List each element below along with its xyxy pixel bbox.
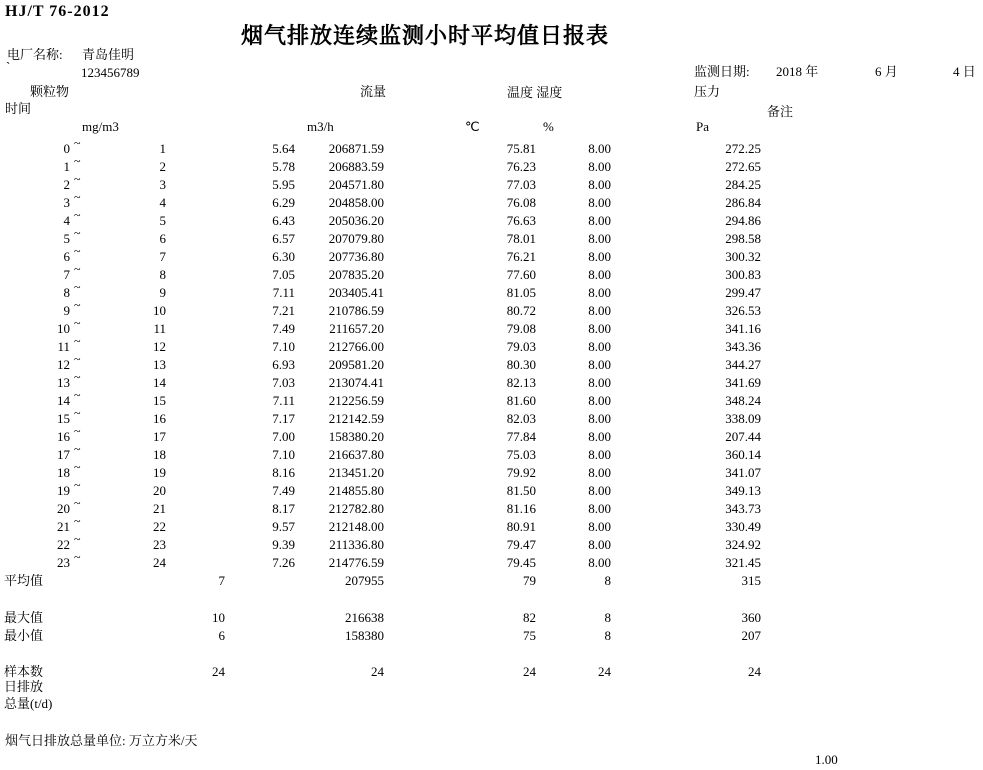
dust-value: 7.49 <box>272 321 295 336</box>
humidity-value: 8.00 <box>588 339 611 354</box>
hour-end-value: 24 <box>153 555 166 570</box>
humidity-value: 8.00 <box>588 303 611 318</box>
flow-value: 213451.20 <box>328 465 384 480</box>
hour-start-value: 23 <box>57 555 70 570</box>
flow-value: 213074.41 <box>328 375 384 390</box>
temperature-value: 76.21 <box>506 249 536 264</box>
dust-value: 7.10 <box>272 447 295 462</box>
hour-start-value: 17 <box>57 447 70 462</box>
temperature-value: 82.03 <box>506 411 536 426</box>
temperature-value: 81.50 <box>506 483 536 498</box>
hour-end-value: 2 <box>159 159 166 174</box>
dust-value: 7.26 <box>272 555 295 570</box>
humidity-value: 8.00 <box>588 429 611 444</box>
humidity-value: 8.00 <box>588 195 611 210</box>
flow-value: 207736.80 <box>328 249 384 264</box>
humidity-value: 8.00 <box>588 249 611 264</box>
pressure-value: 321.45 <box>725 555 761 570</box>
data-row <box>0 190 983 212</box>
dust-value: 6.57 <box>272 231 295 246</box>
dust-value: 6.93 <box>272 357 295 372</box>
humidity-value: 8.00 <box>588 321 611 336</box>
dust-value: 8.17 <box>272 501 295 516</box>
data-row <box>0 208 983 230</box>
summary-dust-value: 6 <box>218 628 225 643</box>
tilde-separator: ~ <box>74 478 81 492</box>
flow-value: 211336.80 <box>329 537 384 552</box>
summary-row <box>0 609 983 627</box>
hour-start-value: 8 <box>63 285 70 300</box>
pressure-value: 272.25 <box>725 141 761 156</box>
hour-end-value: 12 <box>153 339 166 354</box>
tilde-separator: ~ <box>74 370 81 384</box>
hour-end-value: 22 <box>153 519 166 534</box>
dust-value: 5.78 <box>272 159 295 174</box>
temperature-value: 76.08 <box>506 195 536 210</box>
footer-unit-note: 烟气日排放总量单位: 万立方米/天 <box>5 733 198 748</box>
temperature-value: 81.16 <box>506 501 536 516</box>
flow-value: 211657.20 <box>329 321 384 336</box>
temperature-value: 81.60 <box>506 393 536 408</box>
tilde-separator: ~ <box>74 388 81 402</box>
temperature-value: 77.60 <box>506 267 536 282</box>
flow-value: 212256.59 <box>328 393 384 408</box>
temperature-value: 79.45 <box>506 555 536 570</box>
pressure-value: 348.24 <box>725 393 761 408</box>
plant-name-label: 电厂名称: <box>7 47 63 62</box>
hour-start-value: 15 <box>57 411 70 426</box>
summary-pressure-value: 207 <box>741 628 761 643</box>
dust-value: 7.17 <box>272 411 295 426</box>
data-row <box>0 136 983 158</box>
date-month: 6 月 <box>875 64 898 79</box>
pressure-value: 330.49 <box>725 519 761 534</box>
dust-value: 6.30 <box>272 249 295 264</box>
hour-end-value: 20 <box>153 483 166 498</box>
data-row <box>0 154 983 176</box>
dust-value: 8.16 <box>272 465 295 480</box>
flow-value: 214776.59 <box>328 555 384 570</box>
humidity-value: 8.00 <box>588 465 611 480</box>
tilde-separator: ~ <box>74 154 81 168</box>
temperature-value: 80.30 <box>506 357 536 372</box>
unit-pressure: Pa <box>696 119 709 134</box>
tilde-separator: ~ <box>74 532 81 546</box>
pressure-value: 341.07 <box>725 465 761 480</box>
humidity-value: 8.00 <box>588 375 611 390</box>
data-row <box>0 172 983 194</box>
flow-value: 214855.80 <box>328 483 384 498</box>
tilde-separator: ~ <box>74 460 81 474</box>
plant-tick-mark: ` <box>6 59 11 74</box>
pressure-value: 341.69 <box>725 375 761 390</box>
humidity-value: 8.00 <box>588 483 611 498</box>
hour-end-value: 1 <box>159 141 166 156</box>
data-row <box>0 442 983 464</box>
summary-humidity-value: 8 <box>604 610 611 625</box>
flow-value: 204571.80 <box>328 177 384 192</box>
col-header-dust: 颗粒物 <box>30 84 70 99</box>
hour-end-value: 15 <box>153 393 166 408</box>
summary-flow-value: 207955 <box>345 573 384 588</box>
flow-value: 158380.20 <box>328 429 384 444</box>
dust-value: 5.95 <box>272 177 295 192</box>
data-row <box>0 370 983 392</box>
temperature-value: 81.05 <box>506 285 536 300</box>
hour-start-value: 10 <box>57 321 70 336</box>
summary-humidity-value: 8 <box>604 573 611 588</box>
humidity-value: 8.00 <box>588 501 611 516</box>
pressure-value: 207.44 <box>725 429 761 444</box>
tilde-separator: ~ <box>74 442 81 456</box>
col-header-remark: 备注 <box>767 104 794 119</box>
col-header-pressure: 压力 <box>694 84 721 99</box>
hour-start-value: 14 <box>57 393 70 408</box>
summary-flow-value: 216638 <box>345 610 384 625</box>
temperature-value: 79.47 <box>506 537 536 552</box>
tilde-separator: ~ <box>74 190 81 204</box>
col-header-temp-hum: 温度 湿度 <box>507 85 563 100</box>
hour-start-value: 20 <box>57 501 70 516</box>
flow-value: 205036.20 <box>328 213 384 228</box>
dust-value: 5.64 <box>272 141 295 156</box>
hour-start-value: 1 <box>63 159 70 174</box>
flow-value: 212142.59 <box>328 411 384 426</box>
tilde-separator: ~ <box>74 424 81 438</box>
summary-pressure-value: 360 <box>741 610 761 625</box>
temperature-value: 78.01 <box>506 231 536 246</box>
hour-end-value: 13 <box>153 357 166 372</box>
data-row <box>0 460 983 482</box>
data-row <box>0 550 983 572</box>
hour-end-value: 17 <box>153 429 166 444</box>
flow-value: 207079.80 <box>328 231 384 246</box>
unit-flow: m3/h <box>307 119 334 134</box>
temperature-value: 77.03 <box>506 177 536 192</box>
temperature-value: 80.72 <box>506 303 536 318</box>
pressure-value: 299.47 <box>725 285 761 300</box>
plant-name-value: 青岛佳明 <box>82 47 135 62</box>
pressure-value: 286.84 <box>725 195 761 210</box>
pressure-value: 343.36 <box>725 339 761 354</box>
hour-end-value: 14 <box>153 375 166 390</box>
hour-start-value: 18 <box>57 465 70 480</box>
humidity-value: 8.00 <box>588 519 611 534</box>
hour-start-value: 13 <box>57 375 70 390</box>
humidity-value: 8.00 <box>588 213 611 228</box>
hour-start-value: 5 <box>63 231 70 246</box>
dust-value: 7.21 <box>272 303 295 318</box>
temperature-value: 80.91 <box>506 519 536 534</box>
summary-row <box>0 572 983 590</box>
tilde-separator: ~ <box>74 136 81 150</box>
humidity-value: 8.00 <box>588 177 611 192</box>
pressure-value: 349.13 <box>725 483 761 498</box>
tilde-separator: ~ <box>74 550 81 564</box>
col-header-time: 时间 <box>5 101 32 116</box>
data-row <box>0 226 983 248</box>
flow-value: 209581.20 <box>328 357 384 372</box>
temperature-value: 82.13 <box>506 375 536 390</box>
dust-value: 7.10 <box>272 339 295 354</box>
data-row <box>0 532 983 554</box>
data-row <box>0 514 983 536</box>
dust-value: 7.49 <box>272 483 295 498</box>
hour-start-value: 0 <box>63 141 70 156</box>
humidity-value: 8.00 <box>588 141 611 156</box>
hour-end-value: 10 <box>153 303 166 318</box>
summary-row-label: 样本数 <box>4 664 44 679</box>
hour-end-value: 16 <box>153 411 166 426</box>
hour-start-value: 12 <box>57 357 70 372</box>
humidity-value: 8.00 <box>588 267 611 282</box>
summary-pressure-value: 24 <box>748 664 761 679</box>
summary-temperature-value: 24 <box>523 664 536 679</box>
date-day: 4 日 <box>953 64 976 79</box>
hour-start-value: 7 <box>63 267 70 282</box>
temperature-value: 79.92 <box>506 465 536 480</box>
data-row <box>0 406 983 428</box>
tilde-separator: ~ <box>74 244 81 258</box>
pressure-value: 298.58 <box>725 231 761 246</box>
temperature-value: 79.03 <box>506 339 536 354</box>
data-row <box>0 424 983 446</box>
data-row <box>0 280 983 302</box>
flow-value: 212766.00 <box>328 339 384 354</box>
humidity-value: 8.00 <box>588 393 611 408</box>
hour-end-value: 21 <box>153 501 166 516</box>
summary-dust-value: 10 <box>212 610 225 625</box>
data-row <box>0 352 983 374</box>
plant-code: 123456789 <box>81 65 140 80</box>
hour-start-value: 19 <box>57 483 70 498</box>
dust-value: 7.11 <box>272 285 295 300</box>
data-row <box>0 262 983 284</box>
temperature-value: 75.81 <box>506 141 536 156</box>
dust-value: 7.11 <box>272 393 295 408</box>
flow-value: 204858.00 <box>328 195 384 210</box>
temperature-value: 75.03 <box>506 447 536 462</box>
summary-row <box>0 663 983 681</box>
unit-humidity: % <box>543 119 554 134</box>
flow-value: 207835.20 <box>328 267 384 282</box>
summary-temperature-value: 75 <box>523 628 536 643</box>
hour-end-value: 9 <box>159 285 166 300</box>
hour-start-value: 4 <box>63 213 70 228</box>
hour-start-value: 6 <box>63 249 70 264</box>
data-row <box>0 496 983 518</box>
hour-end-value: 19 <box>153 465 166 480</box>
pressure-value: 272.65 <box>725 159 761 174</box>
dust-value: 7.05 <box>272 267 295 282</box>
tilde-separator: ~ <box>74 352 81 366</box>
tilde-separator: ~ <box>74 316 81 330</box>
flow-value: 206871.59 <box>328 141 384 156</box>
hour-end-value: 3 <box>159 177 166 192</box>
hour-start-value: 11 <box>57 339 70 354</box>
humidity-value: 8.00 <box>588 357 611 372</box>
dust-value: 7.00 <box>272 429 295 444</box>
pressure-value: 294.86 <box>725 213 761 228</box>
temperature-value: 76.23 <box>506 159 536 174</box>
summary-row-label: 平均值 <box>4 573 44 588</box>
dust-value: 7.03 <box>272 375 295 390</box>
hour-end-value: 8 <box>159 267 166 282</box>
tilde-separator: ~ <box>74 514 81 528</box>
data-row <box>0 334 983 356</box>
summary-pressure-value: 315 <box>741 573 761 588</box>
data-row <box>0 298 983 320</box>
summary-humidity-value: 24 <box>598 664 611 679</box>
humidity-value: 8.00 <box>588 537 611 552</box>
standard-code: HJ/T 76-2012 <box>5 3 110 20</box>
dust-value: 9.39 <box>272 537 295 552</box>
pressure-value: 300.83 <box>725 267 761 282</box>
flow-value: 212148.00 <box>328 519 384 534</box>
pressure-value: 343.73 <box>725 501 761 516</box>
hour-start-value: 9 <box>63 303 70 318</box>
hour-start-value: 2 <box>63 177 70 192</box>
summary-humidity-value: 8 <box>604 628 611 643</box>
hour-start-value: 3 <box>63 195 70 210</box>
hour-end-value: 18 <box>153 447 166 462</box>
temperature-value: 79.08 <box>506 321 536 336</box>
tilde-separator: ~ <box>74 226 81 240</box>
humidity-value: 8.00 <box>588 447 611 462</box>
pressure-value: 360.14 <box>725 447 761 462</box>
tilde-separator: ~ <box>74 496 81 510</box>
data-row <box>0 388 983 410</box>
summary-row <box>0 627 983 645</box>
humidity-value: 8.00 <box>588 231 611 246</box>
tilde-separator: ~ <box>74 334 81 348</box>
hour-end-value: 11 <box>153 321 166 336</box>
hour-start-value: 16 <box>57 429 70 444</box>
flow-value: 203405.41 <box>328 285 384 300</box>
dust-value: 6.43 <box>272 213 295 228</box>
summary-dust-value: 24 <box>212 664 225 679</box>
report-title: 烟气排放连续监测小时平均值日报表 <box>240 23 609 48</box>
pressure-value: 341.16 <box>725 321 761 336</box>
hour-end-value: 5 <box>159 213 166 228</box>
hour-end-value: 6 <box>159 231 166 246</box>
pressure-value: 326.53 <box>725 303 761 318</box>
hour-end-value: 23 <box>153 537 166 552</box>
hour-end-value: 4 <box>159 195 166 210</box>
pressure-value: 338.09 <box>725 411 761 426</box>
pressure-value: 300.32 <box>725 249 761 264</box>
col-header-flow: 流量 <box>360 84 387 99</box>
date-label: 监测日期: <box>694 64 750 79</box>
humidity-value: 8.00 <box>588 555 611 570</box>
pressure-value: 284.25 <box>725 177 761 192</box>
tilde-separator: ~ <box>74 298 81 312</box>
tilde-separator: ~ <box>74 172 81 186</box>
summary-row-label: 最小值 <box>4 628 44 643</box>
flow-value: 212782.80 <box>328 501 384 516</box>
flow-value: 210786.59 <box>328 303 384 318</box>
temperature-value: 77.84 <box>506 429 536 444</box>
humidity-value: 8.00 <box>588 159 611 174</box>
pressure-value: 344.27 <box>725 357 761 372</box>
hour-start-value: 21 <box>57 519 70 534</box>
flow-value: 206883.59 <box>328 159 384 174</box>
dust-value: 9.57 <box>272 519 295 534</box>
tilde-separator: ~ <box>74 262 81 276</box>
humidity-value: 8.00 <box>588 285 611 300</box>
date-year: 2018 年 <box>776 64 819 79</box>
daily-total-label-line2: 总量(t/d) <box>4 696 53 711</box>
daily-total-label-line1: 日排放 <box>4 679 44 694</box>
data-row <box>0 316 983 338</box>
humidity-value: 8.00 <box>588 411 611 426</box>
hour-end-value: 7 <box>159 249 166 264</box>
summary-flow-value: 24 <box>371 664 384 679</box>
page-number: 1.00 <box>815 752 838 767</box>
unit-temp: ℃ <box>465 119 480 134</box>
data-row <box>0 244 983 266</box>
tilde-separator: ~ <box>74 208 81 222</box>
tilde-separator: ~ <box>74 280 81 294</box>
summary-dust-value: 7 <box>218 573 225 588</box>
dust-value: 6.29 <box>272 195 295 210</box>
pressure-value: 324.92 <box>725 537 761 552</box>
data-row <box>0 478 983 500</box>
temperature-value: 76.63 <box>506 213 536 228</box>
unit-dust: mg/m3 <box>82 119 119 134</box>
summary-temperature-value: 82 <box>523 610 536 625</box>
flow-value: 216637.80 <box>328 447 384 462</box>
hour-start-value: 22 <box>57 537 70 552</box>
tilde-separator: ~ <box>74 406 81 420</box>
summary-temperature-value: 79 <box>523 573 536 588</box>
summary-row-label: 最大值 <box>4 610 44 625</box>
summary-flow-value: 158380 <box>345 628 384 643</box>
